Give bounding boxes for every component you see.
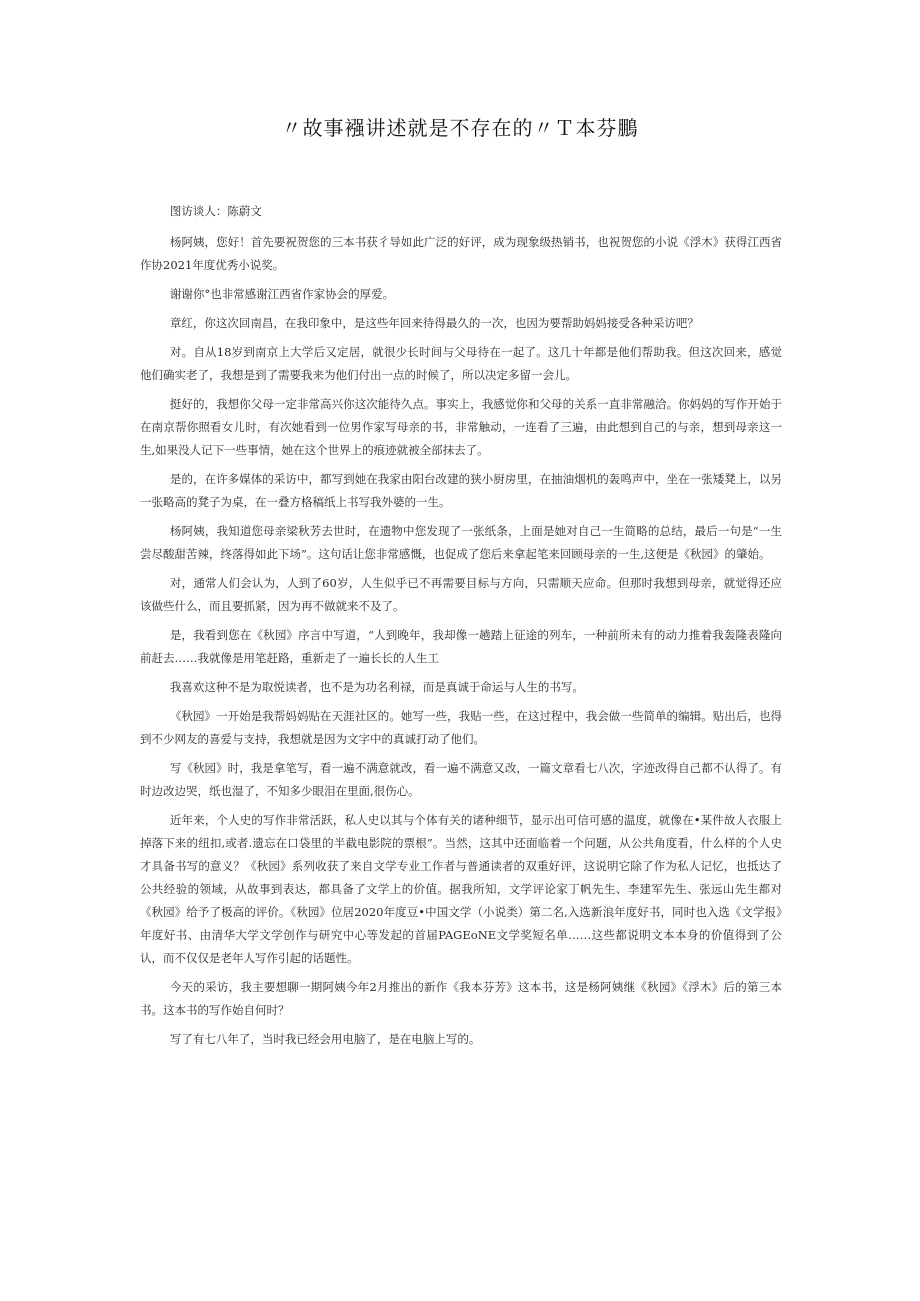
- paragraph-13: 近年来，个人史的写作非常活跃，私人史以其与个体有关的诸种细节，显示出可信可感的温度，就像在•某件故人衣服上掉落下来的纽扣,或者.遗忘在口袋里的半截电影院的票根”。当然，这其中还面临着一个问题，从公共角度看，什么样的个人史才具备书写的意义？《秋园》系列收获了来自文学专业工作者与普通读者的双重好评，这说明它除了作为私人记忆，也抵达了公共经验的领域，从故事到表达，都具备了文学上的价值。据我所知，文学评论家丁帆先生、李建军先生、张远山先生都对《秋园》给予了极高的评价。《秋园》位居2020年度豆•中国文学（小说类）第二名,入选新浪年度好书，同时也入选《文学报》年度好书、由清华大学文学创作与研究中心等发起的首届PAGEoNE文学奖短名单……这些都说明文本本身的价值得到了公认，而不仅仅是老年人写作引起的话题性。: [140, 813, 782, 965]
- paragraph-5: 挺好的，我想你父母一定非常高兴你这次能待久点。事实上，我感觉你和父母的关系一直非常融洽。你妈妈的写作开始于在南京帮你照看女儿时，有次她看到一位男作家写母亲的书，非常触动，一连看了三遍，由此想到自己的与亲，想到母亲这一生,如果没人记下一些事情，她在这个世界上的痕迹就被全部抹去了。: [140, 397, 782, 457]
- paragraph-8: 对，通常人们会认为，人到了60岁，人生似乎已不再需要目标与方向，只需顺天应命。但那时我想到母亲，就觉得还应该做些什么，而且要抓紧，因为再不做就来不及了。: [140, 576, 782, 613]
- paragraph-7: 杨阿姨，我知道您母亲梁秋芳去世时，在遗物中您发现了一张纸条，上面是她对自己一生简略的总结，最后一句是“一生尝尽酸甜苦辣，终落得如此下场”。这句话让您非常感慨，也促成了您后来拿起笔来回顾母亲的一生,这便是《秋园》的肇始。: [140, 524, 782, 561]
- document-title: 〃故事襁讲述就是不存在的〃Ｔ本芬鵬: [281, 116, 639, 140]
- paragraph-1: 杨阿姨，您好！首先要祝贺您的三本书获彳导如此广泛的好评，成为现象级热销书，也祝贺您的小说《浮木》获得江西省作协2021年度优秀小说奖。: [140, 235, 782, 272]
- paragraph-3: 章红，你这次回南昌，在我印象中，是这些年回来待得最久的一次，也因为要帮助妈妈接受各种采访吧？: [169, 316, 699, 330]
- interviewer-line: 图访谈人：陈蔚文: [169, 204, 262, 218]
- paragraph-9: 是，我看到您在《秋园》序言中写道，“人到晚年，我却像一趟踏上征途的列车，一种前所未有的动力推着我轰隆表隆向前赶去……我就像是用笔赶路，重新走了一遍长长的人生工: [140, 628, 782, 665]
- paragraph-12: 写《秋园》时，我是拿笔写，看一遍不满意就改，看一遍不满意又改，一篇文章看七八次，字迹改得自己都不认得了。有时边改边哭，纸也湿了，不知多少眼泪在里面,很伤心。: [140, 761, 782, 798]
- paragraph-15: 写了有七八年了，当时我已经会用电脑了，是在电脑上写的。: [169, 1032, 481, 1046]
- paragraph-11: 《秋园》一开始是我帮妈妈贴在天涯社区的。她写一些，我贴一些，在这过程中，我会做一些简单的编辑。贴出后，也得到不少网友的喜爱与支持，我想就是因为文字中的真诚打动了他们。: [140, 709, 782, 746]
- document-body: [140, 200, 782, 1057]
- paragraph-6: 是的，在许多媒体的采访中，都写到她在我家由阳台改建的狭小厨房里，在抽油烟机的轰鸣声中，坐在一张矮凳上，以另一张略高的凳子为桌，在一叠方格稿纸上书写我外婆的一生。: [140, 472, 782, 509]
- paragraph-2: 谢谢你°也非常感谢江西省作家协会的厚爱。: [169, 287, 395, 301]
- paragraph-10: 我喜欢这种不是为取悦读者，也不是为功名利禄，而是真诚于命运与人生的书写。: [169, 680, 584, 694]
- paragraph-14: 今天的采访，我主要想聊一期阿姨今年2月推出的新作《我本芬芳》这本书，这是杨阿姨继《秋园》《浮木》后的第三本书。这本书的写作始自何时？: [140, 980, 782, 1017]
- paragraph-4: 对。自从18岁到南京上大学后又定居，就很少长时间与父母待在一起了。这几十年都是他们帮助我。但这次回来，感觉他们确实老了，我想是到了需要我来为他们付出一点的时候了，所以决定多留一会儿。: [140, 345, 782, 382]
